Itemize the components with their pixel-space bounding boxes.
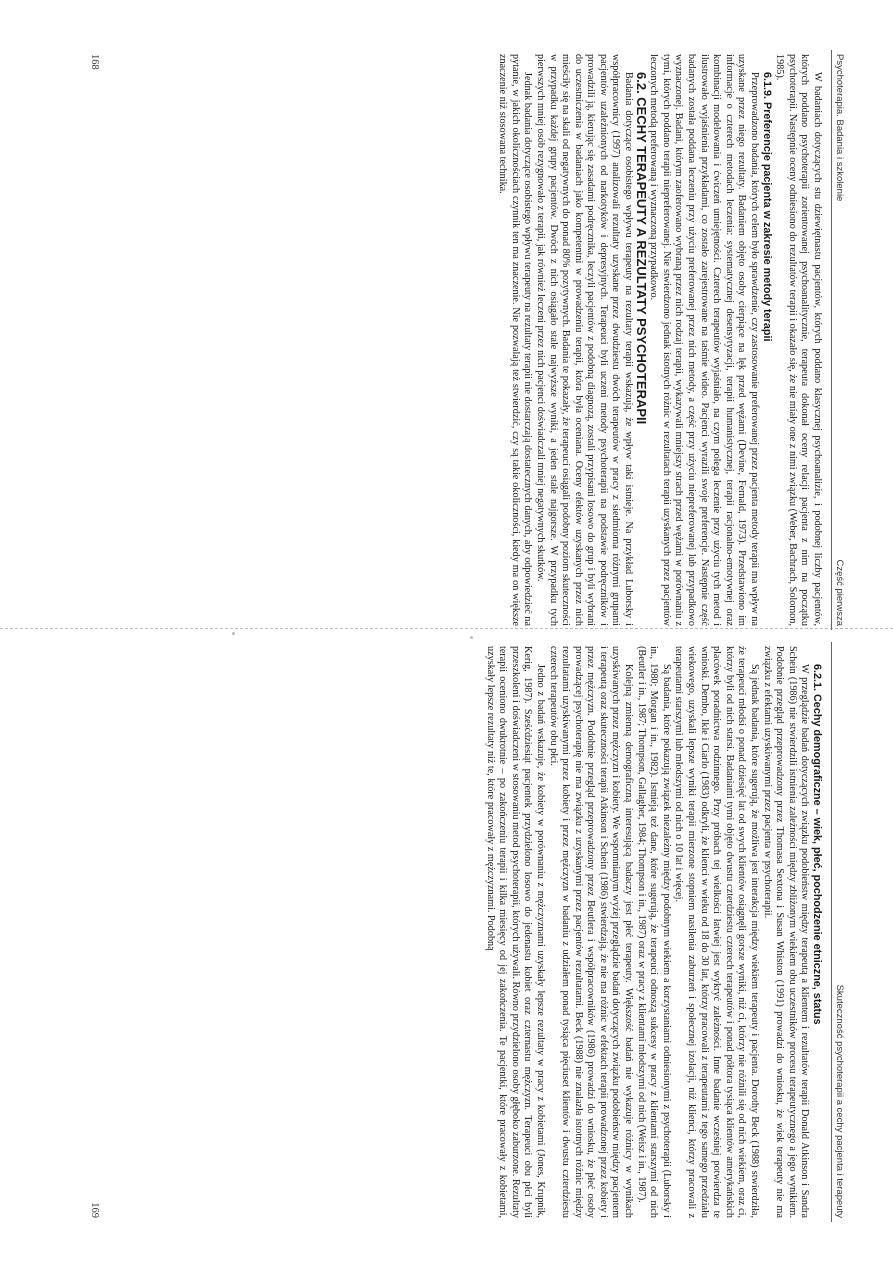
paragraph: Przeprowadzono badania, których celem było sprawdzenie, czy zastosowanie preferowanej przez pacjenta metody terapii ma wpływ na uzyskane przez niego rezultaty. Badaniem objęto osoby cierpiące na lęk przed wężami (Devine, Fernald, 1973). Przedstawiono im informacje o czterech metodach leczenia: systematycznej desensytyzacji, terapii humanistycznej, terapii racjonalno-emotywnej oraz kombinacji modelowania i ćwiczeń umiejętności. Czterech terapeutów wyjaśniało, na czym polega leczenie przy użyciu tych metod i ilustrowało wyjaśnienia przykładami, co zostało zarejestrowane na taśmie wideo. Pacjenci wyrazili swoje preferencje. Następnie część badanych została poddana leczeniu przy użyciu preferowanej przez nich metody, a część przy użyciu niepreferowanej lub przypadkowo wyznaczonej. Badani, którym zaoferowano wybraną przez nich rodzaj terapii, wykazywali mniejszy strach przed wężami w porównaniu z tymi, których poddano terapii niepreferowanej. Nie stwierdzono jednak istotnych różnic w rezultatach terapii uzyskanych przez pacjentów leczonych metodą preferowaną i wyznaczoną przypadkowo. — [648, 54, 761, 626]
paragraph: Badania dotyczące osobistego wpływu terapeuty na rezultaty terapii wskazują, że wpływ taki istnieje. Na przykład Luborsky i współpracownicy (1997) analizowali rezultaty uzyskane przez dwudziestu dwóch terapeutów w pracy z siedmioma różnymi grupami pacjentów uzależnionych od narkotyków i depresyjnych. Terapeuci byli uczeni metody psychoterapii na podstawie podręczników i prowadzili ją, kierując się zasadami podręcznika, leczyli pacjentów z podobną diagnozą, zostali przypisani losowo do grup i byli wybrani do uczestniczenia w badaniach jako kompetentni w prowadzeniu terapii, która była oceniana. Oceny efektów uzyskanych przez nich mieściły się na skali od negatywnych do ponad 80% pozytywnych. Badania te pokazały, że terapeuci osiągali podobny poziom skuteczności w przypadku każdej grupy pacjentów. Dwóch z nich osiągało stale najwyższe wyniki, a jeden stale najgorsze. W przypadku tych pierwszych mniej osób rezygnowało z terapii, jak również leczeni przez nich pacjenci doświadczali mniej negatywnych skutków. — [534, 54, 635, 626]
running-head — [831, 642, 845, 1222]
running-head — [831, 50, 845, 630]
paragraph: W badaniach dotyczących stu dziewiętnastu pacjentów, których poddano klasycznej psychoanalizie, i podobnej liczby pacjentów, których poddano psychoterapii zorientowanej psychoanalitycznie, terapeuta dokonał oceny relacji pacjenta z nim na początku psychoterapii. Następnie oceny odniesiono do rezultatów terapii i okazało się, że nie miały one z nimi związku (Weber, Bachrach, Solomon, 1985). — [774, 54, 823, 626]
paragraph: Są jednak badania, które sugerują, że możliwa jest interakcja między wiekiem terapeuty i pacjenta. Dorothy Beck (1988) stwierdziła, że terapeuci młodsi o ponad dziesięć lat od swych klientów osiągnęli gorsze wyniki, niż ci, którzy nie różnili się od nich wiekiem, oraz ci, którzy byli od nich starsi. Badaniami tymi objęto dwustu czterdziestu czterech terapeutów i ponad półtora tysiąca klientów amerykańskich placówek poradnictwa rodzinnego. Przy próbach tej wielkości łatwiej jest wykryć zależności. Inne badanie wcześniej potwierdza te wnioski. Dembo, Ikle i Ciarlo (1983) odkryli, że klienci w wieku od 18 do 30 lat, którzy pracowali z terapeutami z tego samego przedziału wiekowego, uzyskali lepsze wyniki terapii mierzone stopniem nasilenia zaburzeń i społecznej izolacji, niż klienci, którzy pracowali z terapeutami starszymi lub młodszymi od nich o 10 lat i więcej. — [673, 646, 761, 1218]
scan-speck — [470, 636, 473, 639]
paragraph: Kolejną zmienną demograficzną interesującą badaczy jest płeć terapeuty. Większość badań nie wykazuje różnicy w wynikach uzyskiwanych przez mężczyzn i kobiety. We wspomnianym wyżej przeglądzie badań dotyczących związku podobieństw między pacjentem i terapeutą oraz skuteczności terapii Atkinson i Schein (1986) stwierdzają, że nie ma różnic w efektach terapii prowadzonej przez kobiety i przez mężczyzn. Podobnie przegląd przeprowadzony przez Beutlera i współpracowników (1986) prowadzi do wniosku, że płeć osoby prowadzącej psychoterapię nie ma związku z uzyskanymi przez pacjentów rezultatami. Beck (1988) nie znalazła istotnych różnic między rezultatami uzyskiwanymi przez kobiety i przez mężczyzn w badaniu z udziałem ponad tysiąca pięciuset klientów i dwustu czterdziestu czterech terapeutów obu płci. — [547, 646, 635, 1218]
subsection-title: 6.2.1. Cechy demograficzne – wiek, płeć, pochodzenie etniczne, status — [811, 664, 823, 1025]
page-number: 168 — [89, 54, 100, 70]
running-head-right: Część pierwsza — [834, 559, 845, 626]
page-168 — [85, 50, 845, 630]
subsection-title: 6.1.9. Preferencje pacjenta w zakresie metody terapii — [760, 72, 773, 342]
running-head-right: Skuteczność psychoterapii a cechy pacjenta i terapeuty — [834, 984, 845, 1218]
paragraph: Jednak badania dotyczące osobistego wpływu terapeuty na rezultaty terapii nie dostarczają dostatecznych danych, aby odpowiedzieć na pytanie, w jakich okolicznościach czynnik ten ma znaczenie. Nie pozwalają też stwierdzić, czy są takie okoliczności, kiedy ma on większe znaczenie niż stosowana technika. — [497, 54, 534, 626]
paragraph: Są badania, które pokazują związek niezależny między podobnym wiekiem a korzystaniami odniesionymi z psychoterapii (Luborsky i in., 1980; Morgan i in., 1982). Istnieją też dane, które sugerują, że terapeuci odnoszą sukcesy w pracy z klientami starszymi od nich (Beutler i in., 1987; Thompson, Gallagher, 1984; Thompson i in., 1987) oraz w pracy z klientami młodszymi od nich (Weisz i in., 1987). — [635, 646, 672, 1218]
body-text — [483, 642, 823, 1222]
section-title: 6.2. CECHY TERAPEUTY A REZULTATY PSYCHOTERAPII — [633, 72, 649, 425]
paragraph: Jedno z badań wskazuje, że kobiety w porównaniu z mężczyznami uzyskały lepsze rezultaty w pracy z kobietami (Jones, Krupnik, Kerig, 1987). Sześćdziesiąt pacjentek przydzielono losowo do jedenastu kobiet oraz czternastu mężczyzn. Terapeuci obu płci byli przeszkoleni i doświadczeni w stosowaniu metod psychoterapii, których używali. Równo przydzielono osoby głęboko zaburzone. Rezultaty terapii oceniono dwukrotnie – po zakończeniu terapii i kilka miesięcy od jej zakończenia. Te pacjentki, które pracowały z kobietami, uzyskały lepsze rezultaty niż te, które pracowały z mężczyznami. Podobną — [484, 646, 546, 1218]
paragraph: W przeglądzie badań dotyczących związku podobieństw między terapeutą a klientem i rezultatów terapii Donald Atkinson i Sandra Schein (1986) nie stwierdzili istnienia zależności między zbliżonym wiekiem obu uczestników procesu terapeutycznego a jego wynikiem. Podobnie przegląd przeprowadzony przez Thomasa Sextona i Susan Whiston (1991) prowadzi do wniosku, że wiek terapeuty nie ma związku z efektami uzyskiwanymi przez pacjenta w psychoterapii. — [761, 646, 811, 1218]
running-head-left: Psychoterapia. Badania i szkolenie — [834, 54, 845, 202]
page-number: 169 — [89, 1202, 100, 1218]
page-169 — [85, 642, 845, 1222]
scan-speck — [232, 632, 235, 635]
body-text — [496, 50, 823, 630]
